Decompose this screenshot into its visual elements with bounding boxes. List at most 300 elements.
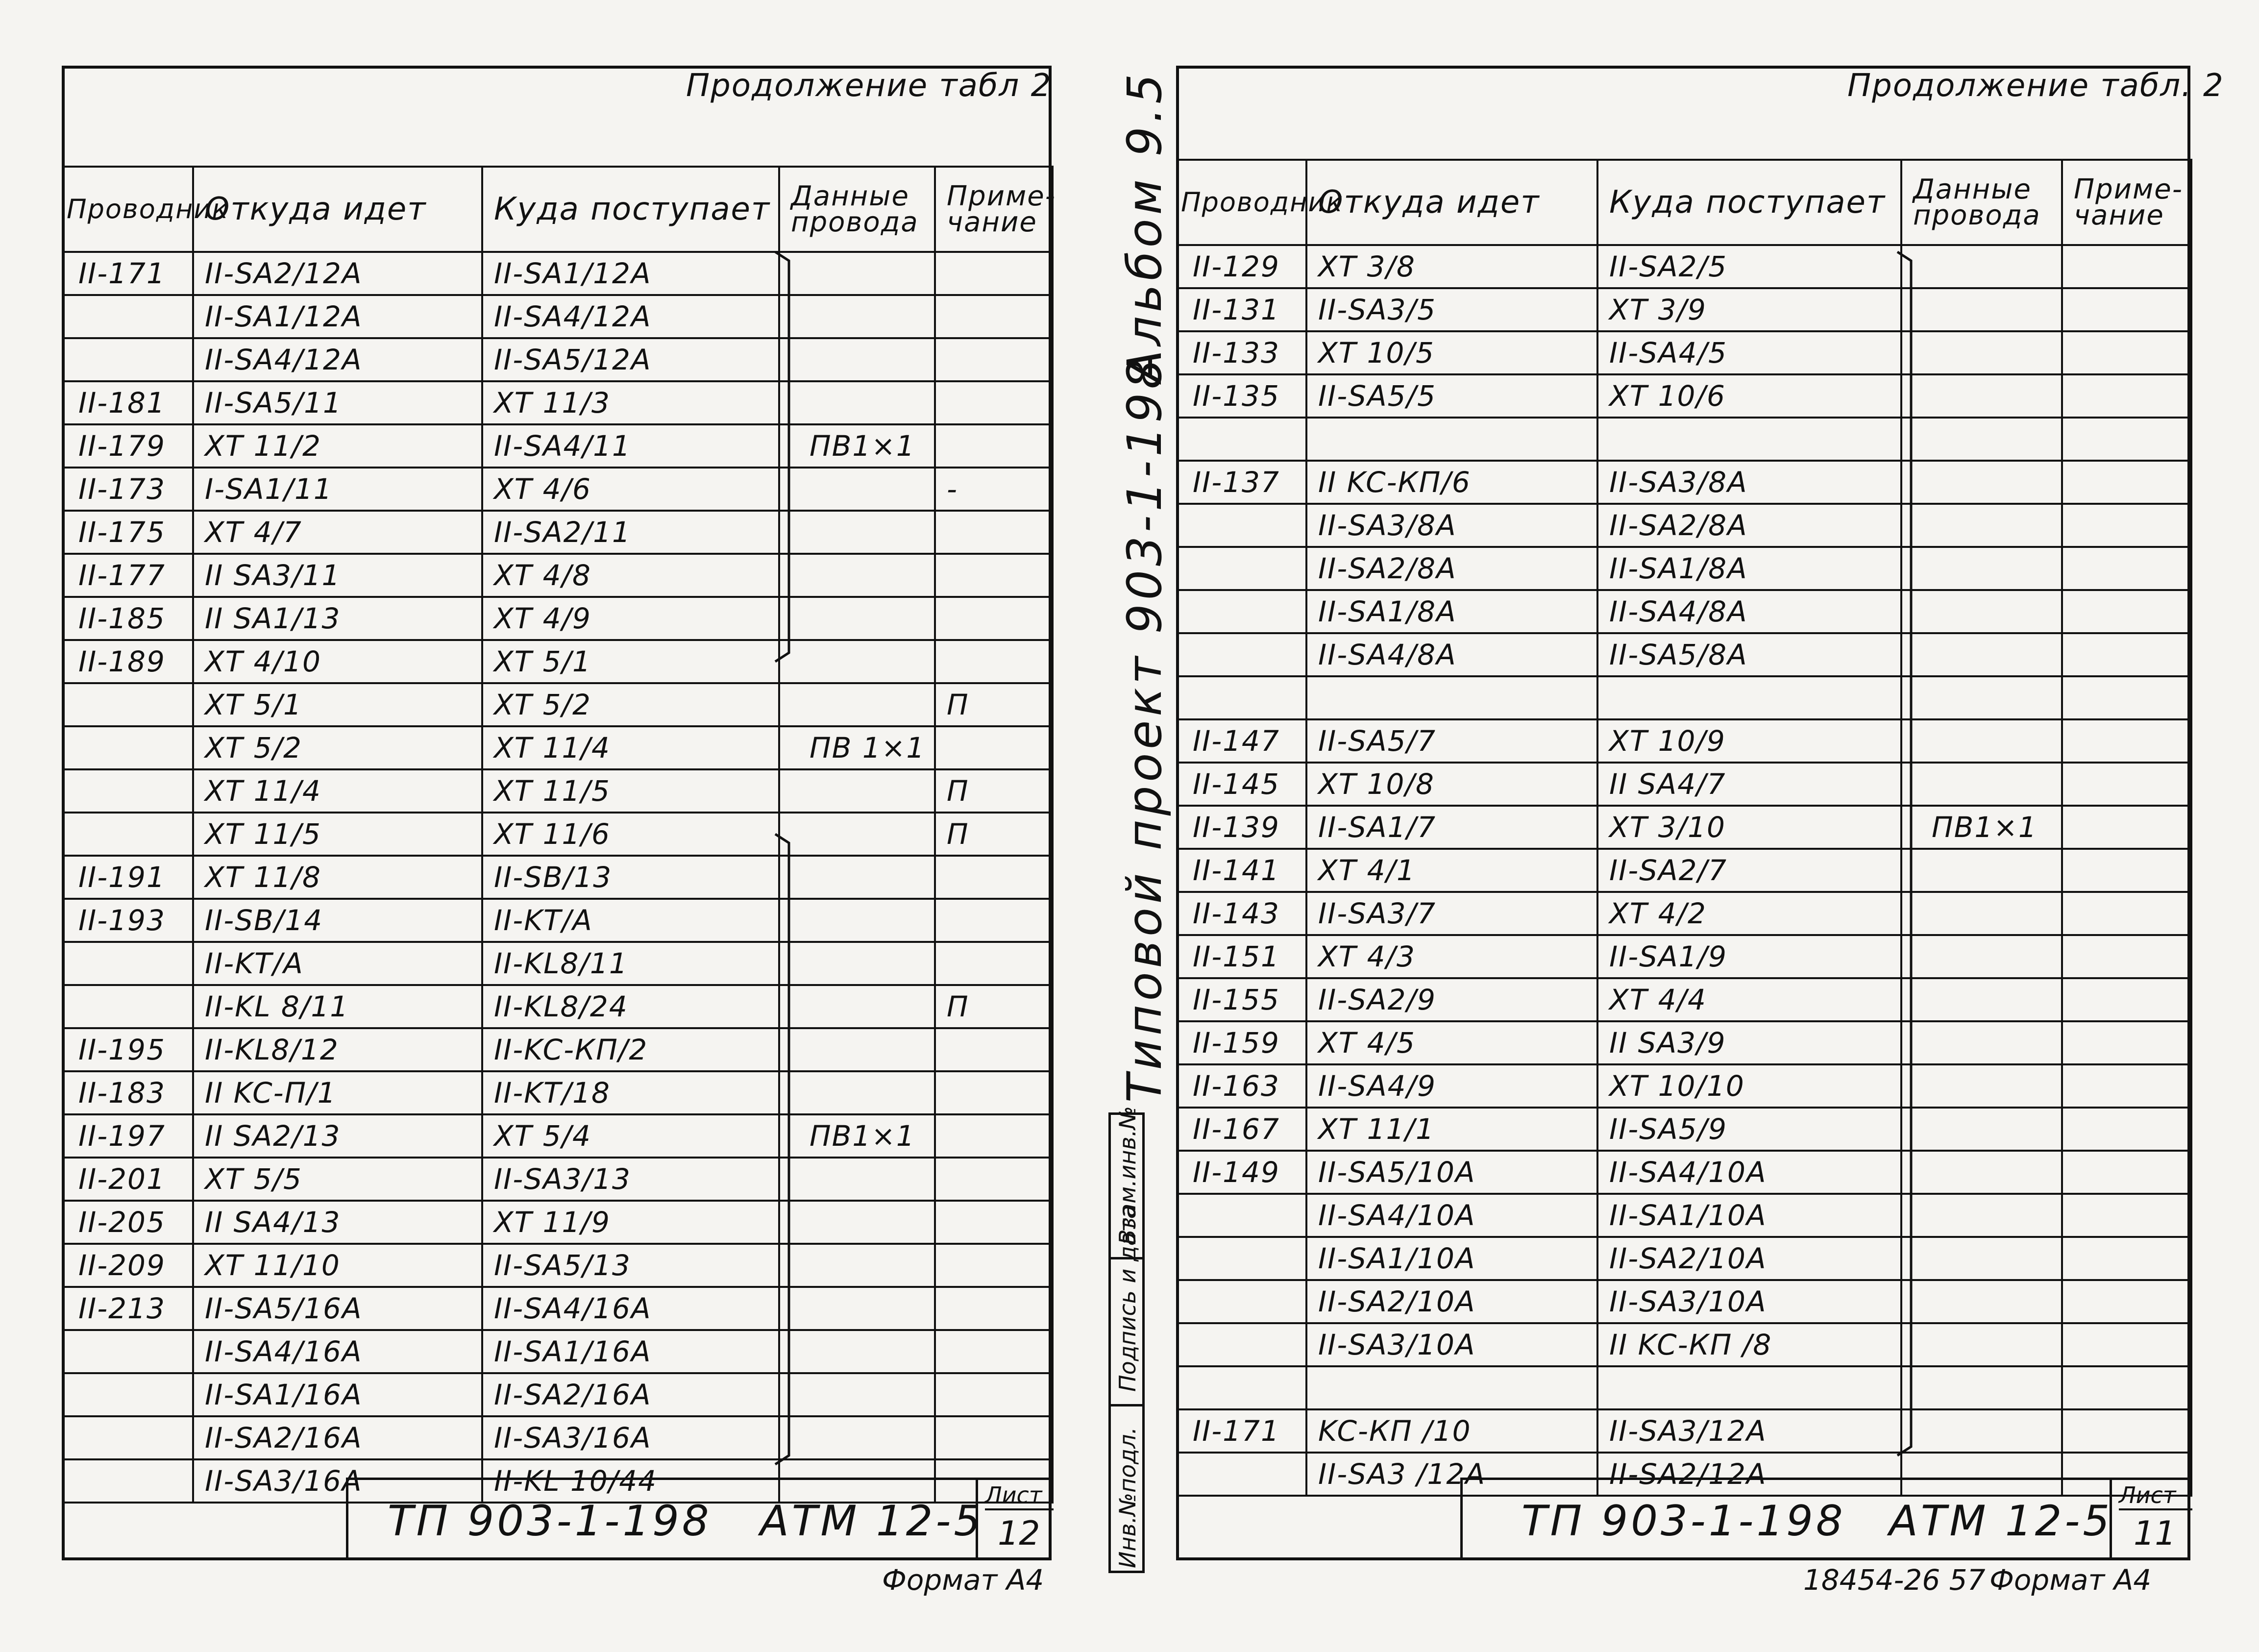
cell-conductor [1177,590,1306,633]
cell-conductor [63,683,193,726]
cell-to: XT 11/6 [482,813,779,856]
cell-note [2062,1323,2191,1366]
cell-conductor [1177,1280,1306,1323]
cell-to: XT 5/1 [482,640,779,683]
cell-to: XT 5/2 [482,683,779,726]
cell-note [2062,418,2191,461]
cell-from: II KC-КП/6 [1306,461,1597,504]
cell-from: II SA4/13 [193,1201,482,1244]
cell-note [2062,978,2191,1021]
table-row [63,985,1053,1028]
cell-note [2062,763,2191,806]
right-title-block [1460,1478,2190,1560]
cell-to: XT 11/4 [482,726,779,769]
table-row [63,856,1053,899]
cell-note [2062,461,2191,504]
cell-to: XT 11/5 [482,769,779,813]
cell-from: XT 11/10 [193,1244,482,1287]
cell-to: II-SA2/12A [1597,1453,1901,1496]
table-row [1177,245,2191,288]
table-row [1177,849,2191,892]
left-brace-group-1 [774,251,804,663]
cell-from: II-SA1/12A [193,295,482,338]
table-row [63,1114,1053,1158]
cell-to: II-SA3/12A [1597,1409,1901,1453]
cell-conductor: II-159 [1177,1021,1306,1064]
cell-conductor: II-163 [1177,1064,1306,1108]
cell-to: II-KT/A [482,899,779,942]
cell-conductor [63,726,193,769]
cell-from: II-SA1/7 [1306,806,1597,849]
cell-from: II-SA5/7 [1306,719,1597,763]
cell-to: II-SA5/13 [482,1244,779,1287]
side-label-inventory: Инв.№подл. [1114,1427,1141,1568]
cell-note [935,1071,1053,1114]
cell-note [2062,1366,2191,1409]
right-sheet-number: 11 [2134,1514,2176,1553]
table-row [63,1373,1053,1416]
cell-conductor: II-213 [63,1287,193,1330]
cell-conductor: II-143 [1177,892,1306,935]
cell-conductor: II-131 [1177,288,1306,331]
header-note: Приме-чание [2062,160,2191,245]
cell-from: XT 10/5 [1306,331,1597,374]
table-row [1177,418,2191,461]
header-wire-data: Данные провода [779,167,935,252]
cell-note [2062,1108,2191,1151]
right-format-label: Формат А4 [1989,1563,2152,1597]
cell-from: II-SA2/16A [193,1416,482,1459]
cell-note [2062,676,2191,719]
cell-to: XT 4/6 [482,468,779,511]
cell-conductor [63,769,193,813]
cell-from: II-SA2/9 [1306,978,1597,1021]
table-row [63,1028,1053,1071]
cell-note [2062,1021,2191,1064]
cell-from: II-KL8/12 [193,1028,482,1071]
cell-from: II-SA5/5 [1306,374,1597,418]
cell-to: II SA4/7 [1597,763,1901,806]
cell-conductor: II-171 [1177,1409,1306,1453]
cell-to: II-SA1/8A [1597,547,1901,590]
cell-to: II-SA5/8A [1597,633,1901,676]
left-title-block [346,1478,1052,1560]
cell-to: II-SA3/10A [1597,1280,1901,1323]
cell-wire-data [779,683,935,726]
cell-conductor [63,295,193,338]
cell-conductor: II-191 [63,856,193,899]
header-from: Откуда идет [1306,160,1597,245]
table-row [1177,374,2191,418]
cell-conductor [1177,1366,1306,1409]
cell-to: II-SA4/11 [482,424,779,468]
left-doc-code: АТМ 12-5 [760,1497,984,1546]
cell-conductor [1177,418,1306,461]
cell-to: II-SA3/13 [482,1158,779,1201]
cell-conductor: II-145 [1177,763,1306,806]
table-row [63,726,1053,769]
left-sheet-cell [976,1480,1056,1560]
header-from: Откуда идет [193,167,482,252]
cell-conductor: II-193 [63,899,193,942]
cell-from: XT 4/7 [193,511,482,554]
cell-to: II-KC-КП/2 [482,1028,779,1071]
cell-from: II-SA4/12A [193,338,482,381]
cell-from: II-SA3/16A [193,1459,482,1503]
right-inventory-number: 18454-26 57 [1803,1563,1986,1597]
table-row [1177,676,2191,719]
cell-note [935,338,1053,381]
cell-note [935,726,1053,769]
cell-from: II-SA2/10A [1306,1280,1597,1323]
table-row [63,640,1053,683]
cell-from: II-SA1/10A [1306,1237,1597,1280]
cell-from: XT 10/8 [1306,763,1597,806]
table-row [63,554,1053,597]
cell-from: II SA1/13 [193,597,482,640]
table-row [1177,1194,2191,1237]
cell-to: II-SA2/8A [1597,504,1901,547]
cell-to: II-SA1/12A [482,252,779,295]
cell-from: II SA2/13 [193,1114,482,1158]
left-sheet-label: Лист [985,1482,1054,1510]
cell-conductor: II-155 [1177,978,1306,1021]
cell-note [935,252,1053,295]
cell-note [2062,892,2191,935]
cell-conductor [1177,676,1306,719]
cell-conductor [63,1330,193,1373]
cell-conductor: II-197 [63,1114,193,1158]
cell-conductor: II-139 [1177,806,1306,849]
cell-to: II SA3/9 [1597,1021,1901,1064]
cell-to [1597,418,1901,461]
cell-note [935,1416,1053,1459]
cell-note: П [935,985,1053,1028]
side-label-signature: Подпись и дата [1114,1205,1141,1392]
cell-from: XT 4/5 [1306,1021,1597,1064]
table-row [1177,935,2191,978]
cell-conductor [1177,1237,1306,1280]
cell-wire-data: ПВ 1×1 [779,726,935,769]
cell-from: II-SA3/5 [1306,288,1597,331]
cell-note [2062,1064,2191,1108]
cell-note [935,942,1053,985]
cell-note [2062,331,2191,374]
left-project-code: ТП 903-1-198 [388,1497,712,1546]
cell-from: II-SA1/16A [193,1373,482,1416]
cell-note: П [935,683,1053,726]
cell-note: П [935,813,1053,856]
cell-to: II-SA5/12A [482,338,779,381]
table-row [63,899,1053,942]
cell-note [935,640,1053,683]
table-row [63,1158,1053,1201]
table-row [63,1244,1053,1287]
table-row [1177,892,2191,935]
cell-from: II-SA3/8A [1306,504,1597,547]
cell-note [935,1158,1053,1201]
table-row [1177,590,2191,633]
cell-note [2062,590,2191,633]
right-doc-code: АТМ 12-5 [1889,1497,2113,1546]
cell-conductor: II-141 [1177,849,1306,892]
cell-to: II-KL8/11 [482,942,779,985]
cell-note [2062,719,2191,763]
cell-from: XT 11/5 [193,813,482,856]
cell-to: XT 11/9 [482,1201,779,1244]
table-row [1177,1323,2191,1366]
cell-conductor: II-175 [63,511,193,554]
cell-from: II-KT/A [193,942,482,985]
cell-conductor: II-195 [63,1028,193,1071]
table-row [63,1416,1053,1459]
cell-conductor [1177,633,1306,676]
cell-from [1306,676,1597,719]
cell-note [935,1244,1053,1287]
cell-to: XT 10/9 [1597,719,1901,763]
cell-from: XT 11/8 [193,856,482,899]
table-row [1177,1108,2191,1151]
cell-from [1306,418,1597,461]
cell-conductor: II-135 [1177,374,1306,418]
cell-conductor [63,338,193,381]
table-row [63,295,1053,338]
cell-from [1306,1366,1597,1409]
cell-to: II-SA4/10A [1597,1151,1901,1194]
table-row [63,1071,1053,1114]
cell-from: II-SA4/10A [1306,1194,1597,1237]
cell-from: XT 3/8 [1306,245,1597,288]
header-to: Куда поступает [482,167,779,252]
cell-from: II-SA3/10A [1306,1323,1597,1366]
cell-wire-data: ПВ1×1 [779,1114,935,1158]
cell-conductor [63,942,193,985]
cell-from: II-SA2/12A [193,252,482,295]
cell-note [935,381,1053,424]
cell-wire-data [779,769,935,813]
cell-note [2062,633,2191,676]
cell-conductor: II-183 [63,1071,193,1114]
cell-from: XT 11/1 [1306,1108,1597,1151]
table-row [1177,461,2191,504]
cell-conductor: II-149 [1177,1151,1306,1194]
cell-to: II-SA4/8A [1597,590,1901,633]
right-sheet-label: Лист [2119,1482,2192,1510]
cell-note [2062,1237,2191,1280]
table-row [63,1287,1053,1330]
cell-note [935,511,1053,554]
left-continuation-label: Продолжение табл 2 [686,68,1052,104]
cell-conductor [63,1416,193,1459]
cell-note [2062,245,2191,288]
cell-conductor: II-181 [63,381,193,424]
cell-to: XT 4/2 [1597,892,1901,935]
table-row [1177,547,2191,590]
table-row [1177,1151,2191,1194]
cell-conductor [63,985,193,1028]
cell-note [2062,504,2191,547]
table-row [1177,719,2191,763]
table-row [1177,1064,2191,1108]
table-row [63,769,1053,813]
cell-conductor: II-185 [63,597,193,640]
cell-from: II-KL 8/11 [193,985,482,1028]
cell-note [935,295,1053,338]
cell-to: II-SA2/7 [1597,849,1901,892]
right-project-code: ТП 903-1-198 [1522,1497,1846,1546]
cell-note [2062,935,2191,978]
cell-to: XT 3/9 [1597,288,1901,331]
cell-conductor [1177,547,1306,590]
cell-from: II SA3/11 [193,554,482,597]
table-row [63,1201,1053,1244]
cell-from: II-SA5/11 [193,381,482,424]
cell-from: II-SA5/16A [193,1287,482,1330]
cell-note [935,899,1053,942]
cell-note: П [935,769,1053,813]
cell-from: II-SA4/9 [1306,1064,1597,1108]
right-continuation-label: Продолжение табл. 2 [1847,68,2224,104]
cell-note [2062,374,2191,418]
cell-conductor [1177,1453,1306,1496]
cell-from: XT 4/3 [1306,935,1597,978]
cell-to: XT 4/9 [482,597,779,640]
cell-to: II-SA2/16A [482,1373,779,1416]
right-sheet-cell [2110,1480,2195,1560]
cell-note [935,554,1053,597]
cell-note [2062,806,2191,849]
cell-conductor [63,1373,193,1416]
header-conductor: Проводник [63,167,193,252]
left-brace-group-2 [774,833,804,1465]
table-row [63,338,1053,381]
cell-from: XT 5/1 [193,683,482,726]
cell-from: XT 4/10 [193,640,482,683]
header-wire-data: Данные провода [1901,160,2062,245]
left-format-label: Формат А4 [882,1563,1044,1597]
cell-conductor: II-129 [1177,245,1306,288]
table-row [1177,978,2191,1021]
cell-to: II-SA2/5 [1597,245,1901,288]
cell-to: II-SA5/9 [1597,1108,1901,1151]
cell-to: II-SA2/10A [1597,1237,1901,1280]
cell-note [935,1028,1053,1071]
table-row [1177,331,2191,374]
cell-conductor: II-177 [63,554,193,597]
cell-to: II KC-КП /8 [1597,1323,1901,1366]
cell-conductor: II-173 [63,468,193,511]
cell-to: II-SA1/9 [1597,935,1901,978]
cell-note [935,1330,1053,1373]
side-label-replacement: Взам.инв.№ [1114,1106,1141,1245]
cell-to: XT 10/6 [1597,374,1901,418]
table-row [63,942,1053,985]
cell-to: II-SA4/12A [482,295,779,338]
left-sheet-number: 12 [998,1514,1040,1553]
cell-conductor: II-205 [63,1201,193,1244]
left-wire-table [62,166,1054,1504]
cell-to: II-KT/18 [482,1071,779,1114]
cell-conductor [63,1459,193,1503]
cell-from: XT 11/4 [193,769,482,813]
cell-to: XT 10/10 [1597,1064,1901,1108]
cell-from: II-SA4/8A [1306,633,1597,676]
header-note: Приме-чание [935,167,1053,252]
cell-to: II-SA3/16A [482,1416,779,1459]
cell-from: II-SA4/16A [193,1330,482,1373]
cell-conductor: II-167 [1177,1108,1306,1151]
cell-from: II-SA1/8A [1306,590,1597,633]
cell-conductor: II-151 [1177,935,1306,978]
table-row [1177,1409,2191,1453]
cell-wire-data: ПВ1×1 [1901,806,2062,849]
cell-to: XT 11/3 [482,381,779,424]
cell-to: II-SB/13 [482,856,779,899]
cell-from: II-SA3 /12A [1306,1453,1597,1496]
cell-conductor: II-171 [63,252,193,295]
cell-note [2062,288,2191,331]
cell-note [2062,1280,2191,1323]
cell-to: II-SA3/8A [1597,461,1901,504]
cell-to: II-SA2/11 [482,511,779,554]
cell-conductor [1177,504,1306,547]
cell-to: II-KL8/24 [482,985,779,1028]
cell-note [935,424,1053,468]
cell-conductor: II-179 [63,424,193,468]
cell-note [2062,1194,2191,1237]
table-row [63,813,1053,856]
table-row [63,468,1053,511]
cell-conductor: II-201 [63,1158,193,1201]
cell-to: II-KL 10/44 [482,1459,779,1503]
cell-note [935,1287,1053,1330]
cell-from: II-SA5/10A [1306,1151,1597,1194]
table-row [63,597,1053,640]
table-row [1177,763,2191,806]
table-row [63,381,1053,424]
table-row [1177,1280,2191,1323]
table-row [63,683,1053,726]
cell-to: II-SA1/10A [1597,1194,1901,1237]
cell-to: II-SA1/16A [482,1330,779,1373]
cell-conductor: II-189 [63,640,193,683]
table-row [1177,1021,2191,1064]
cell-note [935,597,1053,640]
table-row [63,252,1053,295]
cell-note [935,856,1053,899]
cell-to: XT 5/4 [482,1114,779,1158]
cell-from: XT 4/1 [1306,849,1597,892]
cell-to: II-SA4/16A [482,1287,779,1330]
cell-conductor [1177,1323,1306,1366]
cell-from: XT 11/2 [193,424,482,468]
cell-wire-data: ПВ1×1 [779,424,935,468]
table-row [63,1330,1053,1373]
cell-from: XT 5/5 [193,1158,482,1201]
cell-to: II-SA4/5 [1597,331,1901,374]
cell-note [2062,1409,2191,1453]
cell-conductor: II-133 [1177,331,1306,374]
spine-album-label: Альбом 9.5 [1117,70,1172,382]
cell-from: KC-КП /10 [1306,1409,1597,1453]
right-wire-table [1176,159,2192,1497]
cell-from: II-SA3/7 [1306,892,1597,935]
table-row [1177,288,2191,331]
table-row [63,511,1053,554]
cell-from: I-SA1/11 [193,468,482,511]
cell-note [2062,547,2191,590]
cell-to [1597,676,1901,719]
